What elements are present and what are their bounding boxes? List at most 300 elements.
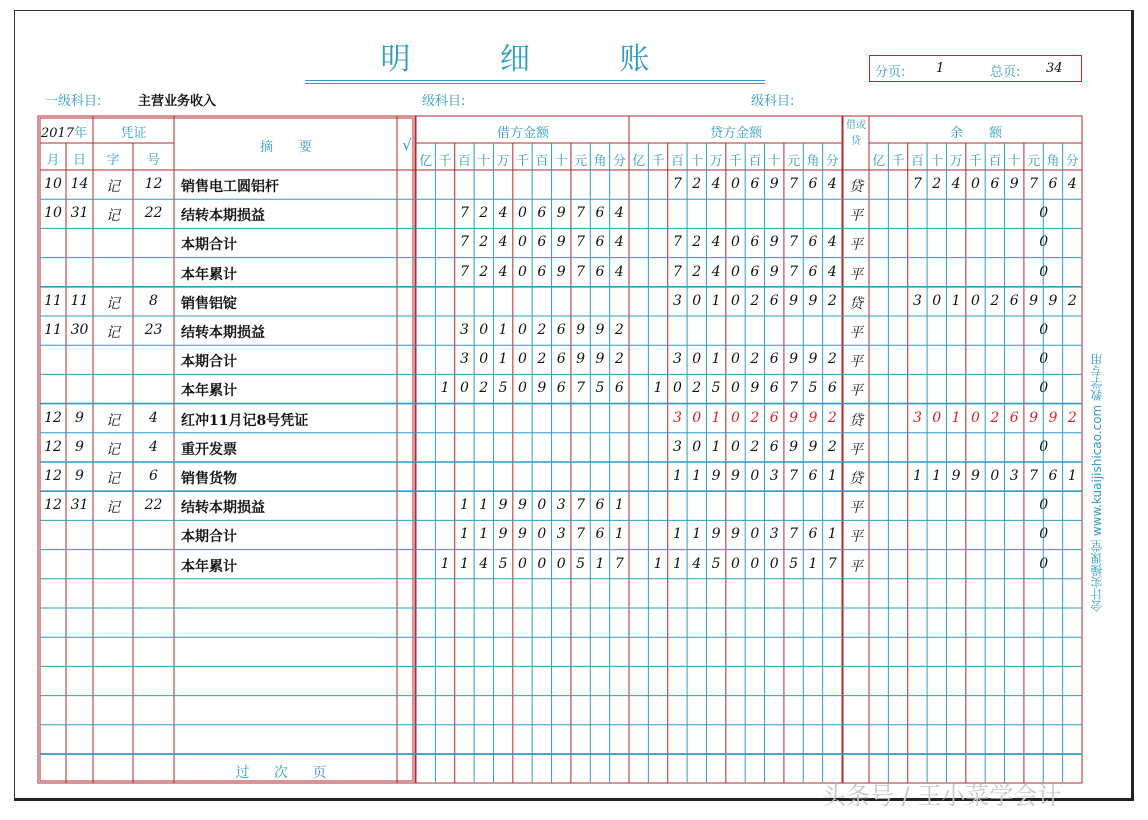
amount-digit: 3 [769,468,779,484]
amount-digit: 5 [789,555,799,572]
amount-digit: 0 [731,351,740,368]
amount-digit: 6 [990,176,1000,192]
amount-digit: 6 [614,380,624,397]
amount-digit: 9 [971,468,980,484]
page-title: 明 细 账 [380,42,690,77]
amount-digit: 3 [556,526,566,543]
amount-digit: 9 [951,468,961,484]
amount-digit: 9 [769,176,779,192]
amount-digit: 0 [556,555,566,572]
amount-digit: 4 [692,555,702,572]
unit-label: 百 [670,154,684,169]
amount-digit: 0 [731,380,740,397]
amount-digit: 9 [789,292,799,309]
amount-digit: 3 [769,526,779,543]
amount-digit: 9 [1009,176,1019,192]
amount-digit: 6 [808,468,818,484]
summary-cell: 本年累计 [181,266,237,283]
amount-digit: 1 [808,555,818,572]
zi-cell: 记 [106,179,120,195]
amount-digit: 0 [518,322,527,338]
amount-digit: 1 [912,468,922,484]
amount-digit: 0 [518,351,527,368]
total-page-value: 34 [1046,61,1063,76]
amount-digit: 9 [595,351,605,368]
unit-label: 元 [1027,154,1041,169]
unit-label: 千 [651,154,665,169]
day-header: 日 [72,153,86,168]
amount-digit: 0 [971,409,980,426]
amount-digit: 2 [827,409,837,426]
dc-cell: 平 [849,266,863,283]
level3-account-label: 级科目: [751,94,795,109]
amount-digit: 9 [750,380,760,397]
amount-digit: 5 [711,555,721,572]
amount-digit: 1 [614,497,624,514]
amount-digit: 1 [672,555,682,572]
amount-digit: 7 [789,380,799,397]
unit-label: 百 [535,154,549,169]
amount-digit: 4 [1067,176,1077,192]
amount-digit: 0 [750,555,760,572]
amount-digit: 3 [459,351,469,368]
amount-digit: 9 [498,497,508,514]
amount-digit: 2 [1067,409,1077,426]
amount-digit: 1 [692,468,702,484]
amount-digit: 7 [789,263,799,280]
amount-digit: 9 [769,263,779,280]
amount-digit: 7 [576,526,586,543]
amount-digit: 0 [672,380,682,397]
amount-digit: 4 [827,176,837,192]
amount-digit: 4 [614,234,624,251]
amount-digit: 7 [789,526,799,543]
dc-cell: 平 [849,237,863,254]
amount-digit: 1 [672,468,682,484]
amount-digit: 9 [789,438,799,455]
amount-digit: 6 [750,263,760,280]
amount-digit: 6 [808,526,818,543]
zero-balance-mark: 0 [1039,526,1049,543]
day-cell: 9 [75,409,84,426]
credit-header: 贷方金额 [709,126,762,141]
dc-cell: 平 [849,500,863,517]
amount-digit: 2 [827,351,837,368]
amount-digit: 6 [556,380,566,397]
amount-digit: 2 [750,351,760,368]
amount-digit: 7 [576,234,586,251]
amount-digit: 1 [711,409,721,426]
amount-digit: 1 [932,468,942,484]
dc-cell: 平 [849,441,863,458]
amount-digit: 9 [576,322,586,338]
summary-cell: 销售电工圆铝杆 [181,179,279,195]
amount-digit: 1 [653,380,663,397]
unit-label: 万 [709,154,723,169]
voucher-no-cell: 12 [144,176,163,192]
amount-digit: 0 [731,292,740,309]
amount-digit: 6 [750,176,760,192]
amount-digit: 5 [808,380,818,397]
amount-digit: 4 [711,176,721,192]
amount-digit: 7 [614,555,624,572]
unit-label: 分 [825,154,839,169]
summary-cell: 本年累计 [181,383,237,400]
amount-digit: 9 [808,409,818,426]
summary-cell: 结转本期损益 [181,208,265,225]
dc-cell: 贷 [849,179,863,195]
unit-label: 角 [593,154,607,169]
check-header: √ [402,136,412,154]
amount-digit: 9 [711,526,721,543]
unit-label: 元 [787,154,801,169]
amount-digit: 7 [789,468,799,484]
amount-digit: 0 [459,380,469,397]
amount-digit: 9 [769,234,779,251]
amount-digit: 3 [556,497,566,514]
zi-cell: 记 [106,412,120,429]
unit-label: 百 [457,154,471,169]
amount-digit: 2 [750,438,760,455]
amount-digit: 9 [711,468,721,484]
zi-cell: 记 [106,295,120,312]
amount-digit: 2 [537,322,547,338]
amount-digit: 3 [672,351,682,368]
day-cell: 31 [70,205,89,222]
dc-cell: 平 [849,383,863,400]
amount-digit: 6 [1009,292,1019,309]
amount-digit: 3 [912,409,922,426]
balance-block-outline [869,116,1082,783]
unit-label: 千 [891,154,905,169]
amount-digit: 6 [537,205,547,222]
unit-label: 亿 [632,154,646,169]
amount-digit: 2 [827,438,837,455]
amount-digit: 6 [808,176,818,192]
level1-account-value: 主营业务收入 [138,94,217,109]
zero-balance-mark: 0 [1039,263,1049,280]
unit-label: 分 [1065,154,1079,169]
amount-digit: 9 [789,409,799,426]
amount-digit: 2 [750,292,760,309]
amount-digit: 0 [518,263,527,280]
dc-cell: 贷 [849,471,863,487]
summary-cell: 结转本期损益 [181,500,265,517]
amount-digit: 2 [1067,292,1077,309]
amount-digit: 9 [1048,292,1058,309]
amount-digit: 0 [990,468,1000,484]
amount-digit: 4 [711,263,721,280]
amount-digit: 9 [556,205,566,222]
amount-digit: 7 [1029,468,1039,484]
amount-digit: 0 [971,292,980,309]
amount-digit: 4 [479,555,489,572]
year-value: 2017 [40,126,75,141]
month-cell: 12 [44,409,62,426]
amount-digit: 6 [1048,468,1058,484]
amount-digit: 0 [692,351,702,368]
unit-label: 亿 [419,154,433,169]
zero-balance-mark: 0 [1039,555,1049,572]
amount-digit: 6 [750,234,760,251]
amount-digit: 1 [711,351,721,368]
day-cell: 11 [70,292,89,309]
amount-digit: 0 [769,555,779,572]
amount-digit: 5 [595,380,605,397]
amount-digit: 3 [459,322,469,338]
amount-digit: 7 [672,263,682,280]
amount-digit: 3 [912,292,922,309]
voucher-header: 凭证 [120,126,147,141]
day-cell: 14 [70,176,89,192]
amount-digit: 1 [459,555,469,572]
amount-digit: 6 [769,409,779,426]
month-cell: 11 [44,322,62,338]
amount-digit: 4 [614,263,624,280]
zero-balance-mark: 0 [1039,497,1049,514]
summary-cell: 本期合计 [181,354,237,371]
month-cell: 10 [44,176,62,192]
amount-digit: 0 [537,526,547,543]
amount-digit: 4 [951,176,961,192]
amount-digit: 6 [537,263,547,280]
amount-digit: 2 [479,205,489,222]
amount-digit: 0 [537,555,547,572]
amount-digit: 9 [518,497,527,514]
amount-digit: 2 [827,292,837,309]
month-cell: 12 [44,438,62,455]
amount-digit: 3 [672,292,682,309]
amount-digit: 4 [498,205,508,222]
zi-header: 字 [106,153,120,168]
amount-digit: 1 [498,322,508,338]
amount-digit: 7 [576,205,586,222]
unit-label: 千 [968,154,982,169]
amount-digit: 4 [498,263,508,280]
amount-digit: 9 [789,351,799,368]
amount-digit: 9 [1029,409,1039,426]
carry-forward-label: 过 次 页 [235,765,337,781]
amount-digit: 1 [479,497,489,514]
amount-digit: 1 [951,292,961,309]
amount-digit: 7 [789,176,799,192]
amount-digit: 9 [556,234,566,251]
hao-header: 号 [146,153,160,168]
amount-digit: 1 [827,468,837,484]
total-page-label: 总页: [990,65,1021,80]
amount-digit: 7 [459,263,469,280]
amount-digit: 2 [692,380,702,397]
amount-digit: 0 [731,234,740,251]
month-cell: 12 [44,468,62,484]
unit-label: 千 [515,154,529,169]
amount-digit: 4 [827,234,837,251]
amount-digit: 7 [1029,176,1039,192]
amount-digit: 1 [440,555,450,572]
amount-digit: 6 [1048,176,1058,192]
amount-digit: 5 [498,555,508,572]
voucher-no-cell: 4 [149,409,158,426]
amount-digit: 1 [711,438,721,455]
amount-digit: 0 [750,526,760,543]
day-cell: 31 [70,497,89,514]
summary-cell: 重开发票 [181,441,237,458]
unit-label: 百 [748,154,762,169]
summary-cell: 销售货物 [181,471,237,487]
dc-cell: 平 [849,325,863,341]
voucher-no-cell: 6 [149,468,158,484]
dc-cell: 贷 [849,412,863,429]
unit-label: 百 [910,154,924,169]
amount-digit: 6 [556,322,566,338]
unit-label: 十 [1007,154,1021,169]
amount-digit: 2 [692,263,702,280]
dc-cell: 平 [849,208,863,225]
amount-digit: 1 [692,526,702,543]
amount-digit: 2 [537,351,547,368]
amount-digit: 6 [769,380,779,397]
amount-digit: 5 [576,555,586,572]
amount-digit: 1 [459,526,469,543]
amount-digit: 6 [769,438,779,455]
unit-label: 千 [438,154,452,169]
amount-digit: 2 [479,380,489,397]
dc-cell: 平 [849,529,863,546]
amount-digit: 6 [595,234,605,251]
unit-label: 万 [949,154,963,169]
zero-balance-mark: 0 [1039,234,1049,251]
zero-balance-mark: 0 [1039,380,1049,397]
amount-digit: 3 [1009,468,1019,484]
summary-cell: 本期合计 [181,529,237,546]
amount-digit: 7 [459,205,469,222]
amount-digit: 2 [692,234,702,251]
unit-label: 元 [574,154,588,169]
amount-digit: 0 [971,176,980,192]
summary-cell: 红冲11月记8号凭证 [181,412,309,429]
summary-header: 摘 要 [259,140,312,155]
voucher-no-cell: 8 [149,292,158,309]
amount-digit: 0 [731,263,740,280]
amount-digit: 6 [595,497,605,514]
amount-digit: 7 [576,263,586,280]
unit-label: 万 [496,154,510,169]
unit-label: 亿 [872,154,886,169]
amount-digit: 9 [595,322,605,338]
amount-digit: 9 [537,380,547,397]
amount-digit: 1 [479,526,489,543]
amount-digit: 4 [498,234,508,251]
sub-page-label: 分页: [875,65,906,80]
zero-balance-mark: 0 [1039,205,1049,222]
zero-balance-mark: 0 [1039,438,1049,455]
amount-digit: 0 [537,497,547,514]
amount-digit: 6 [808,263,818,280]
amount-digit: 0 [518,234,527,251]
amount-digit: 6 [595,205,605,222]
side-note: 会计实操课堂 www.kuaijishicao.com 教学专用 [1090,352,1104,612]
amount-digit: 2 [750,409,760,426]
amount-digit: 4 [711,234,721,251]
dc-cell: 贷 [849,295,863,312]
amount-digit: 0 [692,292,702,309]
level1-account-label: 一级科目: [45,94,102,109]
dc-cell: 平 [849,354,863,371]
amount-digit: 2 [479,234,489,251]
amount-digit: 2 [614,322,624,338]
amount-digit: 4 [827,263,837,280]
amount-digit: 6 [595,526,605,543]
amount-digit: 1 [1067,468,1077,484]
amount-digit: 6 [769,292,779,309]
unit-label: 分 [612,154,626,169]
amount-digit: 9 [498,526,508,543]
zi-cell: 记 [106,325,120,341]
amount-digit: 5 [711,380,721,397]
amount-digit: 7 [672,176,682,192]
amount-digit: 1 [459,497,469,514]
unit-label: 十 [554,154,568,169]
amount-digit: 0 [479,322,489,338]
amount-digit: 0 [518,205,527,222]
amount-digit: 6 [769,351,779,368]
amount-digit: 6 [537,234,547,251]
amount-digit: 0 [731,555,740,572]
level2-account-label: 级科目: [422,94,466,109]
amount-digit: 4 [614,205,624,222]
amount-digit: 7 [912,176,922,192]
amount-digit: 9 [808,351,818,368]
zi-cell: 记 [106,208,120,225]
sub-page-value: 1 [936,61,945,76]
amount-digit: 7 [459,234,469,251]
amount-digit: 1 [711,292,721,309]
amount-digit: 6 [595,263,605,280]
zi-cell: 记 [106,500,120,517]
amount-digit: 0 [731,438,740,455]
amount-digit: 7 [576,380,586,397]
amount-digit: 7 [827,555,837,572]
amount-digit: 9 [731,526,740,543]
watermark: 头条号 / 王小菜学会计 [822,782,1062,810]
amount-digit: 6 [827,380,837,397]
unit-label: 十 [767,154,781,169]
amount-digit: 1 [827,526,837,543]
summary-cell: 本期合计 [181,237,237,254]
amount-digit: 0 [932,292,942,309]
amount-digit: 9 [808,292,818,309]
amount-digit: 9 [518,526,527,543]
amount-digit: 1 [672,526,682,543]
amount-digit: 9 [1029,292,1039,309]
day-cell: 30 [70,322,89,338]
amount-digit: 9 [808,438,818,455]
amount-digit: 0 [518,555,527,572]
year-label: 年 [74,126,88,141]
summary-cell: 本年累计 [181,558,237,575]
unit-label: 千 [728,154,742,169]
dc-header: 借或贷 [846,120,866,147]
zero-balance-mark: 0 [1039,322,1049,338]
summary-cell: 结转本期损益 [181,325,265,341]
amount-digit: 7 [789,234,799,251]
amount-digit: 2 [614,351,624,368]
amount-digit: 1 [498,351,508,368]
dc-cell: 平 [849,558,863,575]
amount-digit: 6 [808,234,818,251]
amount-digit: 0 [932,409,942,426]
amount-digit: 1 [595,555,605,572]
